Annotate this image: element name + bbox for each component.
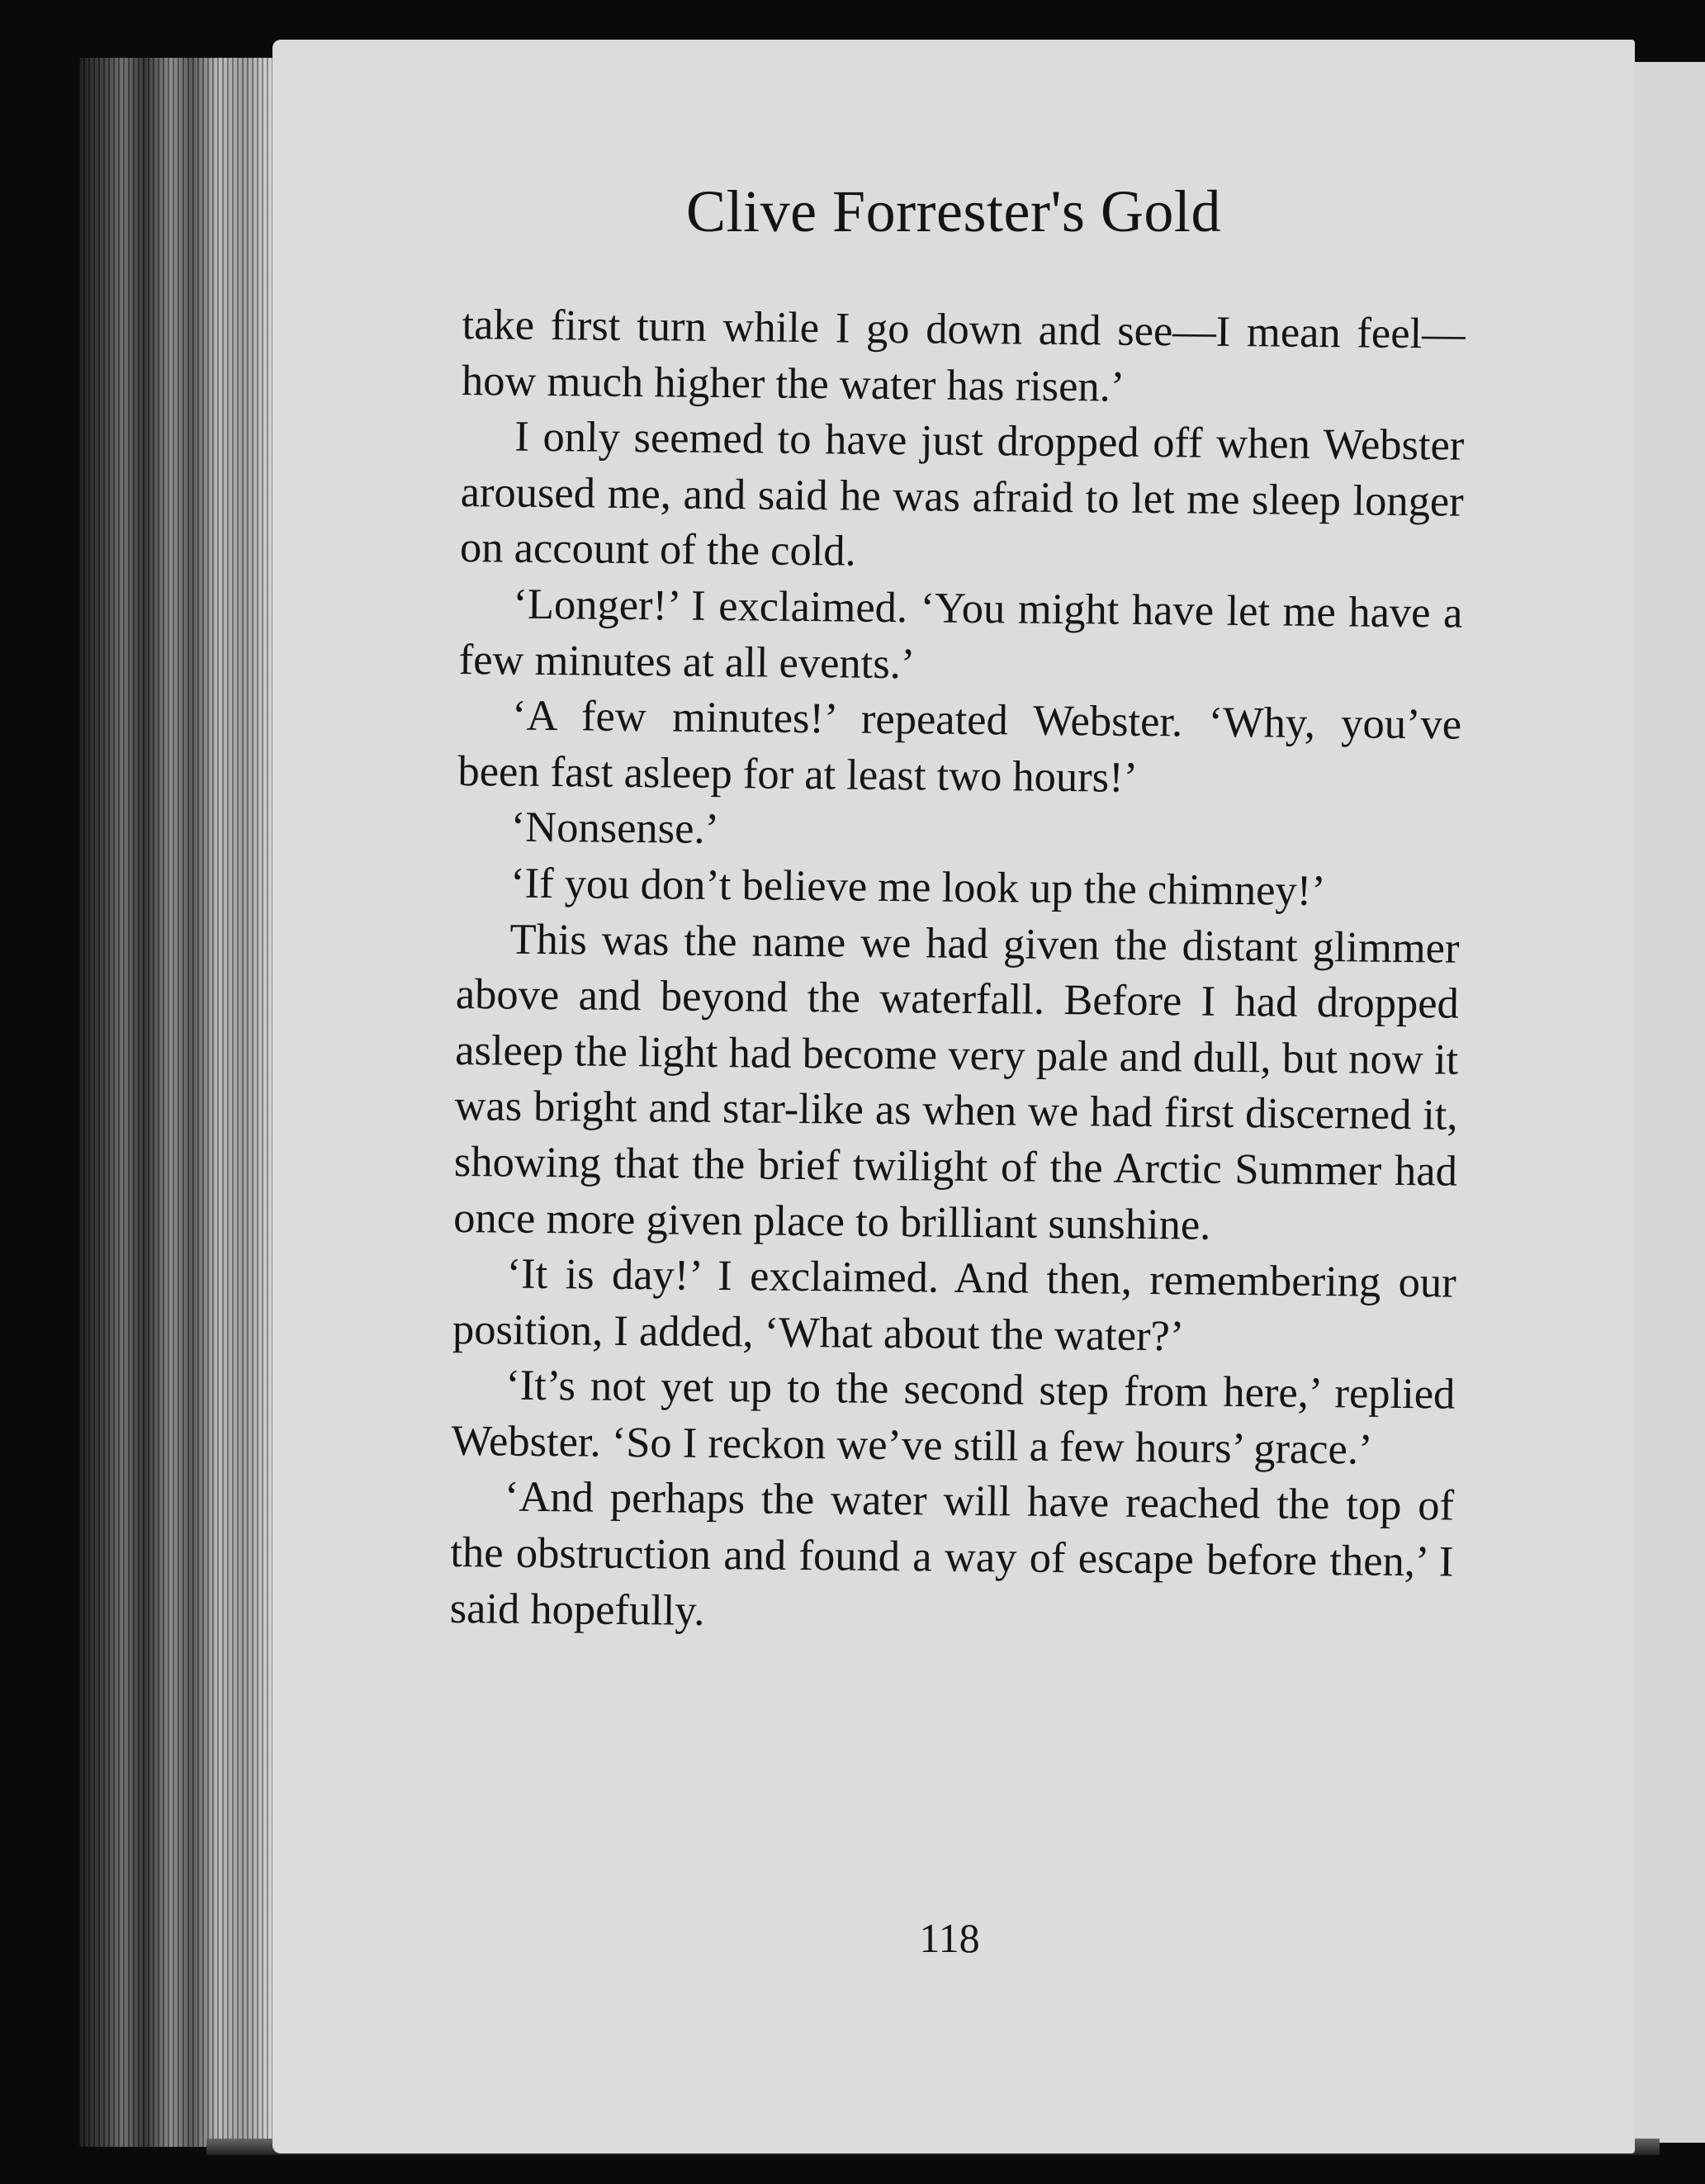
- body-text: [449, 297, 1466, 1646]
- next-page-edge: [1625, 62, 1705, 2143]
- paragraph: ‘It’s not yet up to the second step from here,’ replied Webster. ‘So I reckon we’ve still a few hours’ grace.’: [451, 1361, 1456, 1474]
- paragraph: ‘Nonsense.’: [510, 803, 720, 854]
- paragraph: ‘It is day!’ I exclaimed. And then, remembering our position, I added, ‘What about the water?’: [452, 1249, 1456, 1361]
- book-spine-edge: [78, 58, 285, 2147]
- paragraph: ‘A few minutes!’ repeated Webster. ‘Why, you’ve been fast asleep for at least two hours!’: [457, 691, 1462, 802]
- paragraph: I only seemed to have just dropped off when Webster aroused me, and said he was afraid to let me sleep longer on account of the cold.: [459, 412, 1465, 576]
- paragraph: ‘If you don’t believe me look up the chimney!’: [509, 859, 1326, 916]
- paragraph: ‘And perhaps the water will have reached the top of the obstruction and found a way of escape before then,’ I said hopefully.: [449, 1473, 1455, 1635]
- paragraph: ‘Longer!’ I exclaimed. ‘You might have let me have a few minutes at all events.’: [458, 580, 1463, 688]
- paragraph: take first turn while I go down and see—I mean feel—how much higher the water has risen.’: [461, 300, 1466, 411]
- paragraph: This was the name we had given the distant glimmer above and beyond the waterfall. Before I had dropped asleep the light had become very pale and dull, but now it was bright and star-like as when we had first discerned it, showing that the brief twilight of the Arctic Summer had once more given place to brilliant sunshine.: [453, 915, 1460, 1249]
- running-head: Clive Forrester's Gold: [686, 178, 1221, 244]
- page-number: 118: [919, 1915, 980, 1961]
